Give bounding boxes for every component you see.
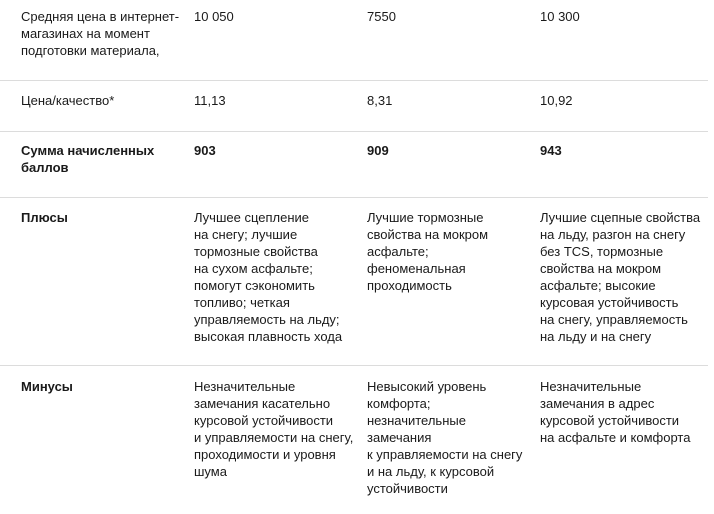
value-line: и управляемости на снегу,	[194, 430, 354, 445]
value-line: феноменальная	[367, 261, 466, 276]
label-line: Минусы	[21, 379, 73, 394]
value-line: на асфальте и комфорта	[540, 430, 691, 445]
value-line: 943	[540, 143, 562, 158]
value-line: асфальте;	[367, 244, 429, 259]
value-line: комфорта;	[367, 396, 431, 411]
value-line: 10 300	[540, 9, 580, 24]
value-line: 7550	[367, 9, 396, 24]
value-line: свойства на мокром	[540, 261, 662, 276]
value-cell	[367, 209, 488, 294]
value-cell	[540, 209, 700, 345]
value-cell	[540, 142, 562, 159]
label-line: Плюсы	[21, 210, 68, 225]
value-line: Лучшее сцепление	[194, 210, 310, 225]
row-divider	[0, 80, 708, 81]
value-line: на льду, разгон на снегу	[540, 227, 686, 242]
value-line: курсовой устойчивости	[194, 413, 334, 428]
row-divider	[0, 131, 708, 132]
value-line: 903	[194, 143, 216, 158]
value-cell	[367, 8, 396, 25]
value-line: тормозные свойства	[194, 244, 318, 259]
value-line: курсовая устойчивость	[540, 295, 679, 310]
value-cell	[194, 209, 342, 345]
value-line: 11,13	[194, 93, 226, 108]
value-cell	[540, 8, 580, 25]
row-label	[21, 209, 68, 226]
row-divider	[0, 365, 708, 366]
value-line: и на льду, к курсовой	[367, 464, 495, 479]
value-line: 10 050	[194, 9, 234, 24]
label-line: подготовки материала,	[21, 43, 160, 58]
value-line: Лучшие сцепные свойства	[540, 210, 701, 225]
label-line: Средняя цена в интернет-	[21, 9, 180, 24]
value-line: замечания	[367, 430, 432, 445]
value-cell	[194, 8, 234, 25]
value-cell	[367, 92, 392, 109]
value-line: курсовой устойчивости	[540, 413, 680, 428]
row-label	[21, 8, 179, 59]
value-line: управляемость на льду;	[194, 312, 340, 327]
value-line: проходимость	[367, 278, 452, 293]
value-line: устойчивости	[367, 481, 448, 496]
value-cell	[194, 378, 353, 480]
label-line: баллов	[21, 160, 69, 175]
value-cell	[540, 92, 573, 109]
value-line: незначительные	[367, 413, 466, 428]
value-cell	[194, 142, 216, 159]
value-line: асфальте; высокие	[540, 278, 656, 293]
value-cell	[367, 142, 389, 159]
value-line: высокая плавность хода	[194, 329, 343, 344]
value-line: на сухом асфальте;	[194, 261, 313, 276]
value-line: Незначительные	[194, 379, 296, 394]
value-line: проходимости и уровня	[194, 447, 336, 462]
value-line: 909	[367, 143, 389, 158]
row-label	[21, 142, 154, 176]
value-line: свойства на мокром	[367, 227, 489, 242]
value-line: топливо; четкая	[194, 295, 290, 310]
value-cell	[367, 378, 522, 497]
label-line: Цена/качество*	[21, 93, 115, 108]
value-line: Незначительные	[540, 379, 642, 394]
value-line: на снегу, управляемость	[540, 312, 688, 327]
value-line: 10,92	[540, 93, 573, 108]
label-line: Сумма начисленных	[21, 143, 155, 158]
value-line: помогут сэкономить	[194, 278, 315, 293]
value-line: на льду и на снегу	[540, 329, 652, 344]
value-line: 8,31	[367, 93, 393, 108]
label-line: магазинах на момент	[21, 26, 150, 41]
value-line: шума	[194, 464, 227, 479]
value-line: на снегу; лучшие	[194, 227, 298, 242]
value-line: без TCS, тормозные	[540, 244, 664, 259]
row-divider	[0, 197, 708, 198]
value-line: замечания касательно	[194, 396, 331, 411]
value-cell	[194, 92, 226, 109]
value-line: к управляемости на снегу	[367, 447, 523, 462]
row-label	[21, 92, 114, 109]
value-line: замечания в адрес	[540, 396, 655, 411]
value-cell	[540, 378, 690, 446]
value-line: Невысокий уровень	[367, 379, 487, 394]
row-label	[21, 378, 73, 395]
value-line: Лучшие тормозные	[367, 210, 484, 225]
